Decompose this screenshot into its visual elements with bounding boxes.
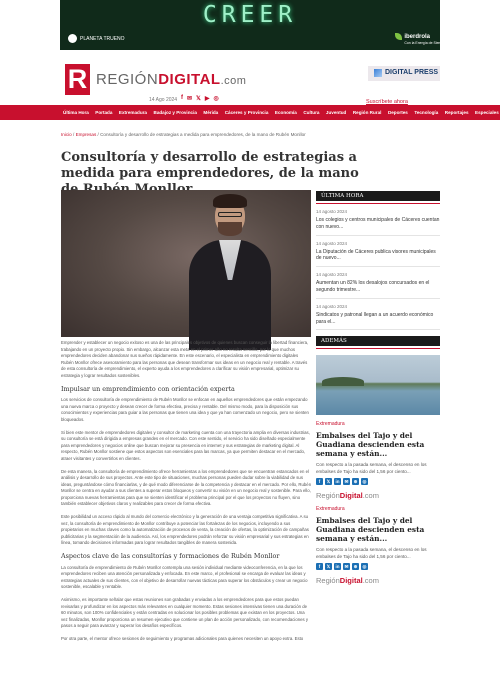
nav-item-juventud[interactable]: Juventud (325, 110, 347, 115)
nav-item-merida[interactable]: Mérida (203, 110, 219, 115)
instagram-icon[interactable]: ◎ (213, 96, 219, 102)
nav-item-especiales[interactable]: Especiales (475, 110, 499, 115)
news-date: 14 agosto 2024 (316, 272, 348, 278)
news-date: 14 agosto 2024 (316, 303, 348, 309)
story-title[interactable]: Embalses del Tajo y del Guadiana descienden esta semana y están... (316, 431, 425, 459)
nav-item-economia[interactable]: Economía (274, 110, 297, 115)
article-paragraph: Los servicios de consultoría de emprendimiento de Rubén Monllor se enfocan en aquellos emprendedores que están empezando una nueva marca o proyecto y desean crecer de forma efectiva, precisa y rentable. Del mismo modo, para la disposición sus conocimientos y experiencias para guiar a las personas que tienen una idea y que ya han comenzado un negocio, pero se sienten bloqueados. (61, 397, 309, 422)
logo-digital: DIGITAL (158, 71, 221, 88)
article-subheading: Aspectos clave de las consultorías y formaciones de Rubén Monllor (61, 552, 280, 561)
nav-item-caceres[interactable]: Cáceres y Provincia (224, 110, 269, 115)
brand-circle-icon (68, 34, 77, 43)
share-buttons (316, 563, 440, 570)
left-brand-label: PLANETA TRUENO (80, 35, 125, 42)
social-links (181, 95, 219, 102)
article-subheading: Impulsar un emprendimiento con orientación experta (61, 384, 235, 393)
facebook-share-icon[interactable]: f (316, 478, 323, 485)
linkedin-share-icon[interactable]: in (335, 479, 340, 485)
person-hair (213, 194, 247, 208)
header-date: 14 Ago 2024 (149, 97, 178, 103)
nav-item-ultima-hora[interactable]: Última Hora (63, 110, 89, 115)
news-title[interactable]: La Diputación de Cáceres publica visores municipales de nuevo... (316, 248, 436, 262)
ademas-header: ADEMÁS (316, 336, 440, 346)
latest-news-item[interactable] (316, 299, 440, 331)
main-nav (0, 105, 500, 120)
person-beard (218, 222, 242, 236)
story-description: Con respecto a la pasada semana, el descenso en los embalses de Tajo ha sido del 1,56 por ciento... (316, 462, 427, 474)
sidebar (316, 191, 440, 585)
news-date: 14 agosto 2024 (316, 209, 348, 214)
article-paragraph: Este posibilidad un acceso rápido al mundo del comercio electrónico y la generación de una ventaja competitiva significativa. A su vez, la consultoría de emprendimiento de Monllor contribuye a potenciar las fortalezas de los negocios, incluyendo a sus propietarios en muchas claves como la automatización de procesos de venta, la creación de ofertas, la optimización de campañas publicitarias y la segmentación de la audiencia. Así, los emprendedores podrán reforzar su visión empresarial y sus estrategias en línea, tomando decisiones informadas para lograr resultados tangibles de manera sostenida. (61, 514, 309, 546)
article-hero-image (61, 190, 311, 337)
nav-item-badajoz[interactable]: Badajoz y Provincia (153, 110, 197, 115)
regiondigital-wordmark (316, 491, 440, 500)
latest-news-item[interactable] (316, 236, 440, 268)
iberdrola-tagline: Con la Energía de Siempre (404, 41, 447, 45)
section-underline (316, 346, 440, 349)
site-logo[interactable] (65, 64, 246, 95)
x-share-icon[interactable]: 𝕏 (326, 479, 331, 485)
digital-press-badge[interactable] (368, 66, 440, 81)
breadcrumb-section[interactable]: Empresas (75, 132, 97, 137)
nav-item-region-rural[interactable]: Región Rural (352, 110, 382, 115)
article-title: Consultoría y desarrollo de estrategias a medida para emprendedores, de la mano (61, 150, 359, 181)
latest-news-item[interactable] (316, 267, 440, 299)
creer-ad-banner[interactable] (60, 0, 447, 50)
story-description: Con respecto a la pasada semana, el descenso en los embalses de Tajo ha sido del 1,56 por ciento... (316, 547, 427, 559)
story-category[interactable]: Extremadura (316, 506, 345, 513)
linkedin-share-icon[interactable]: in (335, 564, 340, 570)
regiondigital-wordmark (316, 576, 440, 585)
youtube-icon[interactable]: ▶ (204, 96, 210, 102)
news-title[interactable]: Sindicatos y patronal llegan a un acuerdo económico para el... (316, 311, 434, 325)
iberdrola-logo (395, 33, 447, 45)
nav-item-deportes[interactable]: Deportes (387, 110, 408, 115)
digital-press-icon (374, 69, 382, 77)
facebook-icon[interactable]: f (181, 95, 183, 101)
banner-left-brand (68, 34, 125, 43)
wordmark-domain: .com (362, 491, 379, 501)
nav-item-extremadura[interactable]: Extremadura (118, 110, 147, 115)
article-paragraph: Emprender y establecer un negocio exitoso es una de las principales objetivos de quienes buscan conseguir la libertad financiera, trabajando en un proyecto propio. Sin embargo, alcanzar esta meta en el primer año no resulta sencillo, por lo que muchos emprendedores deciden abandonar sus sueños rápidamente. En este escenario, el especialista en emprendimiento digitales Rubén Monllor ofrece asesoramiento para las personas que desean transformar sus ideas en un negocio real y rentable. A través de esta consultoría de emprendimiento, el experto ayuda a los emprendedores a clarificar su visión empresarial, optimizar su estrategia y lograr resultados sostenibles. (61, 340, 309, 378)
x-icon[interactable]: 𝕏 (196, 96, 201, 102)
whatsapp-share-icon[interactable]: ◎ (362, 479, 367, 485)
email-share-icon[interactable]: ✉ (344, 479, 349, 485)
subscribe-link[interactable]: Suscríbete ahora (366, 99, 408, 105)
logo-region: REGIÓN (96, 71, 159, 88)
breadcrumb-home[interactable]: Inicio (61, 132, 72, 137)
article-paragraph: Asimismo, es importante señalar que estas reuniones son grabadas y enviadas a los emprendedores para que estos puedan revisarlas y profundizar en los aspectos más relevantes en cualquier momento. Estas sesiones intensivas tienen una duración de 60 minutos, son 100% confidenciales y están centradas en solucionar los posibles problemas que existan en los proyectos. Una vez finalizadas, Monllor proporciona un resumen ejecutivo que contiene un plan de acción personalizado, con recomendaciones y pasos a seguir para avanzar y superar los desafíos específicos. (61, 597, 308, 629)
email-share-icon[interactable]: ✉ (344, 564, 349, 570)
wordmark-digital: Digital (339, 491, 363, 501)
latest-news-item[interactable] (316, 204, 440, 236)
mail-icon[interactable]: ✉ (187, 96, 193, 102)
nav-item-cultura[interactable]: Cultura (303, 110, 320, 115)
facebook-share-icon[interactable]: f (316, 563, 323, 570)
breadcrumb: Inicio / Empresas / Consultoría y desarrollo de estrategias a medida para emprendedores, de la mano de Rubén Monllor (61, 132, 306, 137)
nav-item-reportajes[interactable]: Reportajes (444, 110, 469, 115)
wordmark-digital: Digital (339, 576, 363, 586)
story-title[interactable]: Embalses del Tajo y del Guadiana descienden esta semana y están... (316, 516, 425, 544)
logo-domain: .com (220, 75, 247, 87)
wordmark-region: Región (316, 491, 340, 501)
logo-mark: R (65, 64, 90, 95)
iberdrola-label: iberdrola (404, 33, 430, 40)
leaf-icon (395, 33, 402, 40)
article-paragraph: Por otra parte, el mentor ofrece sesiones de seguimiento y programas adicionales para quienes necesiten un apoyo extra. Esto (61, 635, 304, 641)
story-category[interactable]: Extremadura (316, 421, 345, 428)
logo-text (96, 71, 246, 88)
wordmark-domain: .com (362, 576, 379, 586)
article-paragraph: De esta manera, la consultoría de emprendimiento ofrece herramientas a los emprendedores que se encuentran estancados en el análisis y desarrollo de sus proyectos. Ante este tipo de situaciones, muchas personas pueden dudar sobre la viabilidad de sus ideas, preguntándose cómo financiarlas, y de qué modo diferenciarse de la competencia y destacar en el mercado. Por ello, Rubén Monllor se centra en ayudar a sus clientes a superar estos bloqueos y convertir su visión en un negocio real y sostenible. Para ello, proporciona nuevas herramientas para que se sienten identificar el problema principal por el que los proyectos no fluyen, sino también establecer objetivos claros y realizables para crecer de forma efectiva. (61, 468, 312, 507)
reservoir-photo[interactable] (316, 355, 440, 415)
news-date: 14 agosto 2024 (316, 240, 348, 246)
news-title[interactable]: Los colegios y centros municipales de Cáceres cuentan con nuevo... (316, 217, 440, 230)
person-glasses (218, 212, 242, 217)
article-paragraph: Si bien este mentor de emprendedores digitales y consultor de marketing cuenta con una trayectoria amplia en diversas industrias, su consultoría se está dirigida a empresas grandes en el mercado. Con este sentido, el servicio ha sido diseñado especialmente para emprendedores y negocios online que buscan mejorar su presencia en internet y sus estrategias de marketing digital. Al respecto, Rubén Monllor sostiene que estos aspectos son esenciales para las marcas, ya que permiten destacar en el mercado, atraer visitantes y convertirlos en clientes. (61, 429, 310, 461)
article-paragraph: La consultoría de emprendimiento de Rubén Monllor contempla una sesión individual mediante videoconferencia, en la que los emprendedores reciben una atención personalizada y enfocada. En este marco, el profesional se encarga de evaluar las ideas y estrategias actuales de sus clientes, con el objetivo de desarrollar nuevas tácticas para superar los obstáculos y crear un negocio sostenible, escalable y rentable. (61, 564, 308, 590)
nav-item-tecnologia[interactable]: Tecnología (414, 110, 439, 115)
link-share-icon[interactable]: ⊕ (353, 564, 358, 570)
digital-press-label: DIGITAL PRESS (385, 69, 439, 76)
banner-headline: CREER (202, 2, 298, 28)
breadcrumb-current: Consultoría y desarrollo de estrategias a medida para emprendedores, de la mano de Rubén Monllor (100, 132, 306, 137)
share-buttons (316, 478, 440, 485)
whatsapp-share-icon[interactable]: ◎ (362, 564, 367, 570)
link-share-icon[interactable]: ⊕ (353, 479, 358, 485)
nav-item-portada[interactable]: Portada (95, 110, 113, 115)
wordmark-region: Región (316, 576, 340, 586)
article-body (61, 340, 312, 649)
x-share-icon[interactable]: 𝕏 (326, 564, 331, 570)
news-title[interactable]: Aumentan un 82% los desalojos concursados en el segundo trimestre... (316, 280, 430, 293)
ultima-hora-header: ÚLTIMA HORA (316, 191, 440, 201)
